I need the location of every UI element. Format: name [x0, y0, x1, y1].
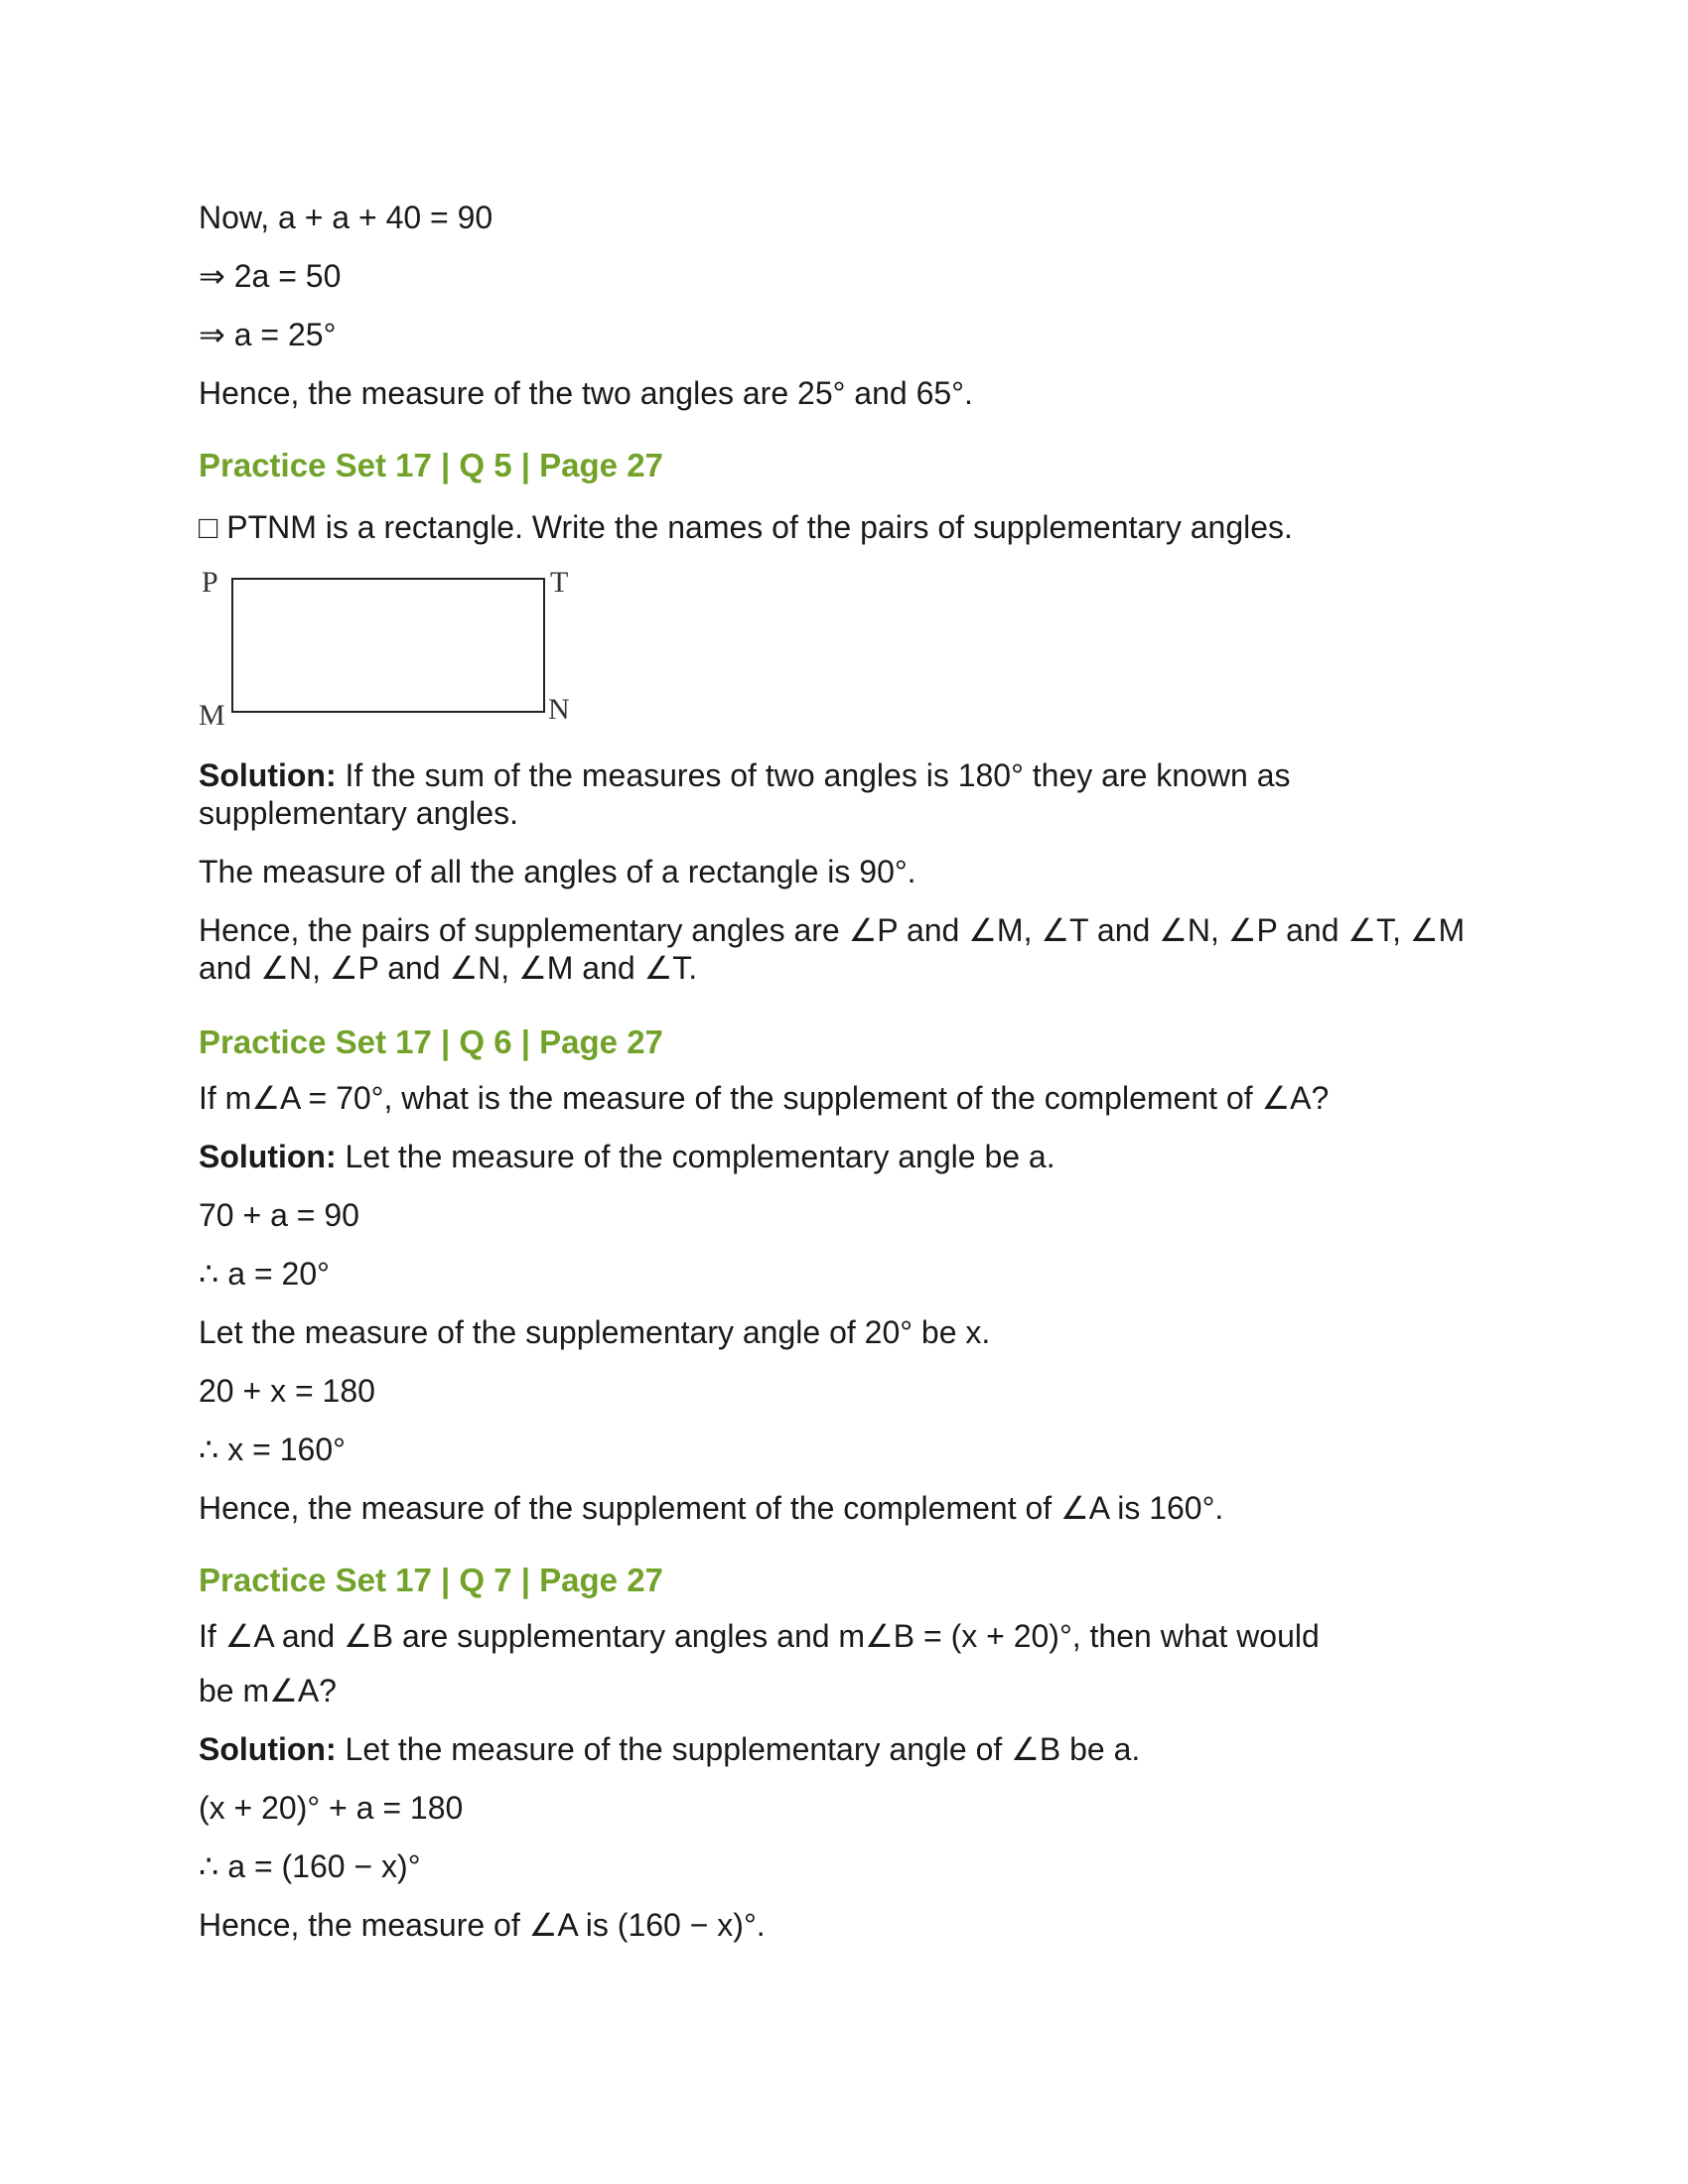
conclusion-line: Hence, the measure of the two angles are 25° and 65°. — [199, 375, 973, 411]
rectangle-ptnm-figure — [199, 566, 596, 740]
solution-line-q5: supplementary angles. — [199, 795, 518, 831]
step-line-q6: Let the measure of the supplementary angle of 20° be x. — [199, 1314, 991, 1350]
solution-text: Let the measure of the complementary angle be a. — [336, 1139, 1055, 1174]
solution-text: If the sum of the measures of two angles is 180° they are known as — [336, 757, 1291, 793]
solution-line-q7 — [199, 1730, 1140, 1768]
equation-line: ⇒ a = 25° — [199, 317, 337, 352]
solution-line-q5: The measure of all the angles of a rectangle is 90°. — [199, 854, 916, 889]
step-line-q6: ∴ a = 20° — [199, 1256, 330, 1292]
step-line-q6: Hence, the measure of the supplement of the complement of ∠A is 160°. — [199, 1490, 1224, 1526]
solution-label: Solution: — [199, 1731, 337, 1767]
step-line-q6: 70 + a = 90 — [199, 1197, 359, 1233]
equation-line: ⇒ 2a = 50 — [199, 258, 342, 294]
question-text-q6: If m∠A = 70°, what is the measure of the supplement of the complement of ∠A? — [199, 1080, 1330, 1116]
step-line-q6: ∴ x = 160° — [199, 1432, 346, 1467]
question-heading-q7: Practice Set 17 | Q 7 | Page 27 — [199, 1562, 663, 1598]
step-line-q6: 20 + x = 180 — [199, 1373, 375, 1409]
question-text-q7: be m∠A? — [199, 1673, 337, 1708]
solution-label: Solution: — [199, 1139, 337, 1174]
solution-label: Solution: — [199, 757, 337, 793]
vertex-label-p: P — [202, 566, 218, 599]
step-line-q7: (x + 20)° + a = 180 — [199, 1790, 464, 1826]
question-heading-q5: Practice Set 17 | Q 5 | Page 27 — [199, 447, 663, 483]
step-line-q7: Hence, the measure of ∠A is (160 − x)°. — [199, 1907, 766, 1943]
question-text-q7: If ∠A and ∠B are supplementary angles and m∠B = (x + 20)°, then what would — [199, 1618, 1320, 1654]
equation-line: Now, a + a + 40 = 90 — [199, 200, 493, 235]
step-line-q7: ∴ a = (160 − x)° — [199, 1848, 421, 1884]
vertex-label-n: N — [548, 693, 570, 726]
solution-line-q5: and ∠N, ∠P and ∠N, ∠M and ∠T. — [199, 950, 698, 986]
solution-line-q5 — [199, 756, 1290, 794]
solution-line-q5: Hence, the pairs of supplementary angles are ∠P and ∠M, ∠T and ∠N, ∠P and ∠T, ∠M — [199, 912, 1466, 948]
vertex-label-t: T — [550, 566, 569, 599]
question-heading-q6: Practice Set 17 | Q 6 | Page 27 — [199, 1024, 663, 1060]
rectangle-shape — [231, 578, 545, 713]
solution-line-q6 — [199, 1138, 1055, 1175]
solution-text: Let the measure of the supplementary angle of ∠B be a. — [336, 1731, 1141, 1767]
question-text-q5: □ PTNM is a rectangle. Write the names of the pairs of supplementary angles. — [199, 509, 1293, 545]
vertex-label-m: M — [199, 699, 225, 732]
